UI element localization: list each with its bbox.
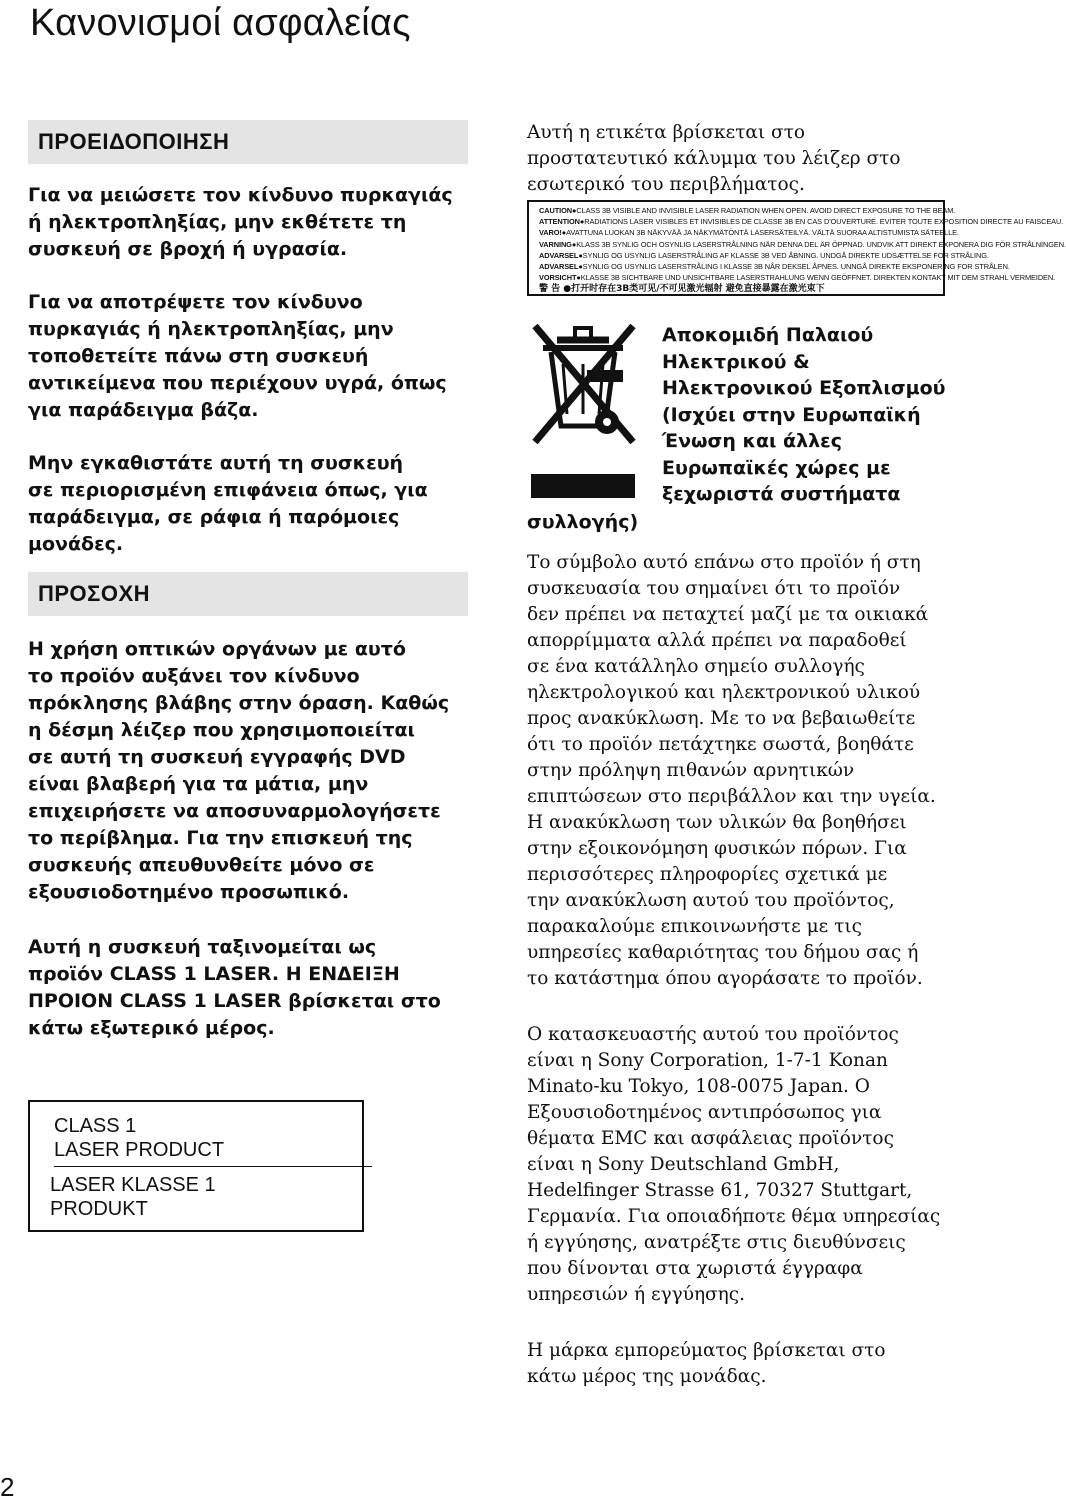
text-line: αντικείμενα που περιέχουν υγρά, όπως [28,372,447,394]
laser-warning-text: ●RADIATIONS LASER VISIBLES ET INVISIBLES DE CLASSE 3B EN CAS D'OUVERTURE. EVITER TOUTE EXPOSITION DIRECTE AU FAISCEAU. [579,217,1064,227]
caution-paragraph [28,636,468,906]
text-line: απορρίμματα αλλά πρέπει να παραδοθεί [527,630,907,651]
laser-warning-word: ADVARSEL [539,262,579,272]
text-line: Ευρωπαϊκές χώρες με [662,456,891,479]
text-line: Ηλεκτρονικού Εξοπλισμού [662,377,946,399]
text-line: είναι η Sony Deutschland GmbH, [527,1154,840,1175]
text-line: σε αυτή τη συσκευή εγγραφής DVD [28,746,406,768]
text-line: ή ηλεκτροπληξίας, μην εκθέτετε τη [28,211,407,233]
text-line: είναι βλαβερή για τα μάτια, μην [28,773,369,795]
class-paragraph [28,934,468,1042]
text-line: Για να αποτρέψετε τον κίνδυνο [28,291,363,313]
text-line: στην εξοικονόμηση φυσικών πόρων. Για [527,838,907,859]
text-line: πυρκαγιάς ή ηλεκτροπληξίας, μην [28,318,394,340]
text-line: Το σύμβολο αυτό επάνω στο προϊόν ή στη [527,552,921,573]
laser-warning-line [539,261,1010,272]
text-line: Η ανακύκλωση των υλικών θα βοηθήσει [527,812,907,833]
laser-warning-lines [539,205,1066,283]
laser-warning-word: CAUTION [539,206,572,215]
text-line: Εξουσιοδοτημένος αντιπρόσωπος για [527,1102,882,1123]
text-line: σε περιορισμένη επιφάνεια όπως, για [28,479,428,501]
text-line: υπηρεσιών ή εγγύησης. [527,1284,745,1305]
text-line: την ανακύκλωση αυτού του προϊόντος, [527,890,895,911]
text-line: παράδειγμα, σε ράφια ή παρόμοιες [28,506,400,528]
text-line: η δέσμη λέιζερ που χρησιμοποιείται [28,719,415,741]
warning-paragraph-1 [28,182,468,263]
crossed-out-bin-icon [527,318,639,500]
laser-warning-text: ●KLASS 3B SYNLIG OCH OSYNLIG LASERSTRÅLNING NÄR DENNA DEL ÄR ÖPPNAD. UNDVIK ATT DIREKT EXPONERA DIG FÖR STRÅLNINGEN. [571,239,1066,249]
text-line: παρακαλούμε επικοινωνήστε με τις [527,916,862,937]
laser-label-line: PRODUKT [50,1198,148,1220]
text-line: συσκευή σε βροχή ή υγρασία. [28,238,348,260]
laser-warning-line [539,227,959,238]
laser-warning-word: ADVARSEL [539,250,579,260]
page-number: 2 [0,1472,15,1502]
weee-heading [662,322,958,508]
text-line: (Ισχύει στην Ευρωπαϊκή [662,403,921,426]
text-line: εξουσιοδοτημένο προσωπικό. [28,881,350,903]
text-line: ξεχωριστά συστήματα [662,483,901,505]
laser-label-line: CLASS 1 [54,1115,137,1137]
text-line: επιπτώσεων στο περιβάλλον και την υγεία. [527,786,936,807]
page-title: Κανονισμοί ασφαλείας [30,2,411,44]
text-line: Γερμανία. Για οποιαδήποτε θέμα υπηρεσίας [527,1206,941,1227]
text-line: κάτω μέρος της μονάδας. [527,1366,767,1387]
warning-heading: ΠΡΟΕΙΔΟΠΟΙΗΣΗ [28,120,468,164]
laser-warning-word: ATTENTION [539,217,580,227]
text-line: Η χρήση οπτικών οργάνων με αυτό [28,638,406,660]
laser-warning-word: VARNING [539,239,572,249]
text-line: σε ένα κατάλληλο σημείο συλλογής [527,656,865,677]
text-line: κάτω εξωτερικό μέρος. [28,1017,275,1039]
manufacturer-paragraph [527,1022,957,1308]
right-column-top [527,120,957,198]
caution-heading: ΠΡΟΣΟΧΗ [28,572,468,616]
text-line: είναι η Sony Corporation, 1-7-1 Konan [527,1050,888,1071]
laser-warning-line [539,272,1056,283]
text-line: ότι το προϊόν πετάχτηκε σωστά, βοηθάτε [527,734,914,755]
text-line: υπηρεσίες καθαριότητας του δήμου σας ή [527,942,919,963]
laser-warning-text: ●CLASS 3B VISIBLE AND INVISIBLE LASER RADIATION WHEN OPEN. AVOID DIRECT EXPOSURE TO THE BEAM. [571,206,956,215]
laser-warning-line [539,250,989,261]
text-line: ή εγγύησης, ανατρέξτε στις διευθύνσεις [527,1232,906,1253]
text-line: προϊόν CLASS 1 LASER. Η ΕΝΔΕΙΞΗ [28,963,400,985]
text-line: Αυτή η ετικέτα βρίσκεται στο [527,122,806,143]
text-line: συσκευασία του σημαίνει ότι το προϊόν [527,578,901,599]
label-location-paragraph [527,120,957,198]
right-column-body [527,550,957,1390]
text-line: Η μάρκα εμπορεύματος βρίσκεται στο [527,1340,886,1361]
text-line: προστατευτικό κάλυμμα του λέιζερ στο [527,148,901,169]
laser-warning-cjk: 警 告 ●打开时存在3B类可见/不可见激光辐射 避免直接暴露在激光束下 [539,284,825,295]
text-line: επιχειρήσετε να αποσυναρμολογήσετε [28,800,441,822]
text-line: Για να μειώσετε τον κίνδυνο πυρκαγιάς [28,184,453,206]
text-line: για παράδειγμα βάζα. [28,399,259,421]
laser-warning-text: ●KLASSE 3B SICHTBARE UND UNSICHTBARE LASERSTRAHLUNG WENN GEÖFFNET. DIREKTEN KONTAKT MIT DEM STRAHL VERMEIDEN. [576,273,1056,283]
laser-warning-text: ●SYNLIG OG USYNLIG LASERSTRÅLING I KLASSE 3B NÅR DEKSEL ÅPNES. UNNGÅ DIREKTE EKSPONERING FOR STRÅLEN. [578,262,1010,272]
laser-warning-text: ●AVATTUNA LUOKAN 3B NÄKYVÄÄ JA NÄKYMÄTÖNTÄ LASERSÄTEILYÄ. VÄLTÄ SUORAA ALTISTUMISTA SÄTEELLE. [561,228,959,238]
text-line: Ένωση και άλλες [662,430,842,452]
laser-warning-text: ●SYNLIG OG USYNLIG LASERSTRÅLING AF KLASSE 3B VED ÅBNING. UNDGÅ DIREKTE UDSÆTTELSE FOR STRÅLING. [578,250,989,260]
weee-paragraph [527,550,957,992]
text-line: το περίβλημα. Για την επισκευή της [28,827,413,849]
laser-warning-line [539,216,1064,227]
warning-paragraph-2 [28,289,468,424]
laser-warning-word: VARO! [539,228,562,238]
text-line: Minato-ku Tokyo, 108-0075 Japan. Ο [527,1076,870,1097]
text-line: τοποθετείτε πάνω στη συσκευή [28,345,369,367]
laser-label-line: LASER KLASSE 1 [50,1174,216,1196]
laser-label-divider [54,1166,372,1167]
text-line: πρόκλησης βλάβης στην όραση. Καθώς [28,692,450,714]
text-line: θέματα EMC και ασφάλειας προϊόντος [527,1128,894,1149]
text-line: δεν πρέπει να πεταχτεί μαζί με τα οικιακά [527,604,929,625]
text-line: μονάδες. [28,533,124,555]
text-line: το προϊόν αυξάνει τον κίνδυνο [28,665,360,687]
text-line: περισσότερες πληροφορίες σχετικά με [527,864,888,885]
laser-warning-line [539,205,956,216]
text-line: Hedelfinger Strasse 61, 70327 Stuttgart, [527,1180,913,1201]
laser-warning-label [527,200,1066,296]
class1-laser-label [28,1100,364,1232]
laser-warning-word: VORSICHT [539,273,577,283]
text-line: ΠΡΟΙΟΝ CLASS 1 LASER βρίσκεται στο [28,990,441,1012]
text-line: προς ανακύκλωση. Με το να βεβαιωθείτε [527,708,916,729]
left-column [28,120,468,1042]
warning-paragraph-3 [28,450,468,558]
text-line: στην πρόληψη πιθανών αρνητικών [527,760,855,781]
text-line: που δίνονται στα χωριστά έγγραφα [527,1258,863,1279]
text-line: ηλεκτρολογικού και ηλεκτρονικού υλικού [527,682,921,703]
text-line: εσωτερικό του περιβλήματος. [527,174,805,195]
laser-warning-line [539,239,1066,250]
text-line: Αυτή η συσκευή ταξινομείται ως [28,936,377,958]
text-line: Ηλεκτρικού & [662,350,810,373]
text-line: το κατάστημα όπου αγοράσατε το προϊόν. [527,968,923,989]
text-line: Μην εγκαθιστάτε αυτή τη συσκευή [28,452,404,474]
laser-label-line: LASER PRODUCT [54,1139,225,1161]
text-line: Αποκομιδή Παλαιού [662,324,874,346]
brand-paragraph [527,1338,957,1390]
text-line: συσκευής απευθυνθείτε μόνο σε [28,854,375,876]
weee-heading-tail: συλλογής) [527,511,639,533]
text-line: Ο κατασκευαστής αυτού του προϊόντος [527,1024,899,1045]
